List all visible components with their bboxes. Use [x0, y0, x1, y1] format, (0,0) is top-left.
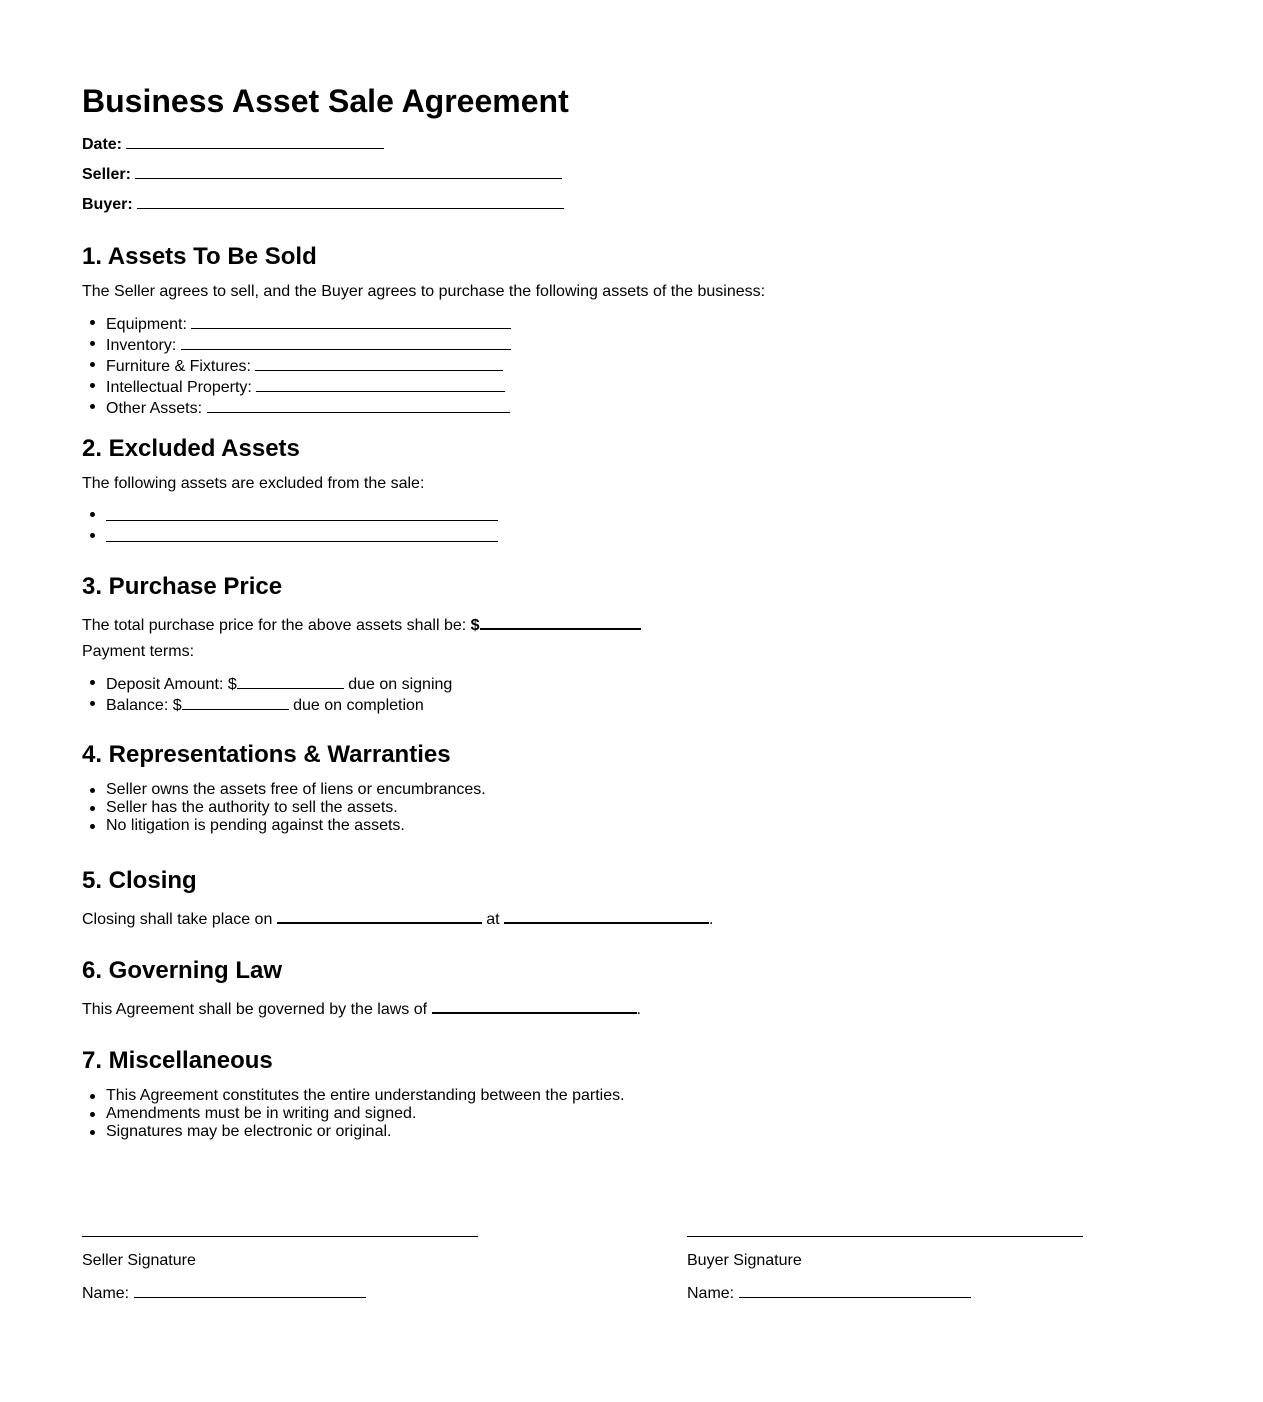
buyer-field-row: [82, 193, 564, 214]
furniture-label: Furniture & Fixtures:: [106, 358, 251, 375]
section-closing-heading: 5. Closing: [82, 867, 197, 894]
misc-list: [82, 1087, 625, 1141]
excluded-input-2[interactable]: [106, 526, 498, 542]
section-warranties-heading: 4. Representations & Warranties: [82, 741, 451, 768]
law-text: This Agreement shall be governed by the laws of: [82, 1001, 428, 1018]
buyer-label: Buyer:: [82, 196, 133, 213]
list-item: [106, 355, 511, 376]
section-assets-intro: The Seller agrees to sell, and the Buyer agrees to purchase the following assets of the business:: [82, 283, 766, 300]
list-item: No litigation is pending against the assets.: [106, 817, 486, 835]
list-item: [106, 397, 511, 418]
buyer-signature-line[interactable]: [687, 1236, 1083, 1237]
section-misc-heading: 7. Miscellaneous: [82, 1047, 273, 1074]
seller-signature-line[interactable]: [82, 1236, 478, 1237]
buyer-name-row: [687, 1282, 971, 1303]
total-price-row: [82, 613, 641, 635]
total-price-input[interactable]: [480, 613, 641, 630]
date-label: Date:: [82, 136, 123, 153]
inventory-label: Inventory:: [106, 337, 177, 354]
buyer-name-input[interactable]: [739, 1282, 971, 1298]
closing-period: .: [709, 911, 714, 928]
warranties-list: [82, 781, 486, 835]
balance-suffix: due on completion: [293, 697, 424, 714]
seller-signature-caption: Seller Signature: [82, 1252, 196, 1269]
total-price-text: The total purchase price for the above assets shall be:: [82, 617, 467, 634]
balance-label: Balance: $: [106, 697, 182, 714]
furniture-input[interactable]: [255, 355, 503, 371]
list-item: [106, 376, 511, 397]
buyer-signature-caption: Buyer Signature: [687, 1252, 802, 1269]
seller-name-row: [82, 1282, 366, 1303]
section-law-heading: 6. Governing Law: [82, 957, 283, 984]
list-item: Seller owns the assets free of liens or encumbrances.: [106, 781, 486, 798]
deposit-suffix: due on signing: [348, 676, 453, 693]
law-period: .: [636, 1001, 641, 1018]
seller-name-label: Name:: [82, 1285, 130, 1302]
list-item: [106, 526, 498, 547]
payment-terms-label: Payment terms:: [82, 643, 195, 660]
list-item: Signatures may be electronic or original.: [106, 1123, 625, 1141]
list-item: [106, 694, 452, 715]
buyer-name-label: Name:: [687, 1285, 735, 1302]
section-assets-heading: 1. Assets To Be Sold: [82, 243, 317, 270]
ip-input[interactable]: [256, 376, 505, 392]
list-item: Seller has the authority to sell the assets.: [106, 799, 486, 817]
date-field-row: [82, 133, 384, 154]
section-price-heading: 3. Purchase Price: [82, 573, 283, 600]
other-assets-label: Other Assets:: [106, 400, 203, 417]
ip-label: Intellectual Property:: [106, 379, 252, 396]
list-item: Amendments must be in writing and signed.: [106, 1105, 625, 1123]
section-excluded-intro: The following assets are excluded from the sale:: [82, 475, 425, 492]
balance-input[interactable]: [182, 694, 289, 710]
excluded-input-1[interactable]: [106, 505, 498, 521]
inventory-input[interactable]: [181, 334, 511, 350]
date-input[interactable]: [126, 133, 384, 149]
closing-date-input[interactable]: [277, 907, 482, 924]
list-item: [106, 673, 452, 694]
currency-symbol: $: [470, 617, 480, 634]
list-item: This Agreement constitutes the entire understanding between the parties.: [106, 1087, 625, 1104]
law-jurisdiction-input[interactable]: [432, 997, 637, 1014]
deposit-label: Deposit Amount: $: [106, 676, 237, 693]
list-item: [106, 505, 498, 526]
seller-field-row: [82, 163, 562, 184]
closing-text: Closing shall take place on: [82, 911, 273, 928]
list-item: [106, 313, 511, 334]
closing-at-text: at: [486, 911, 500, 928]
equipment-input[interactable]: [191, 313, 511, 329]
document-title: Business Asset Sale Agreement: [82, 83, 569, 119]
seller-name-input[interactable]: [134, 1282, 366, 1298]
seller-label: Seller:: [82, 166, 131, 183]
excluded-list: [82, 505, 498, 547]
law-row: [82, 997, 641, 1019]
closing-place-input[interactable]: [504, 907, 709, 924]
assets-list: [82, 313, 511, 418]
other-assets-input[interactable]: [207, 397, 510, 413]
equipment-label: Equipment:: [106, 316, 187, 333]
payment-terms-list: [82, 673, 452, 715]
list-item: [106, 334, 511, 355]
seller-input[interactable]: [135, 163, 562, 179]
closing-row: [82, 907, 714, 929]
buyer-input[interactable]: [137, 193, 564, 209]
section-excluded-heading: 2. Excluded Assets: [82, 435, 300, 462]
deposit-input[interactable]: [237, 673, 344, 689]
